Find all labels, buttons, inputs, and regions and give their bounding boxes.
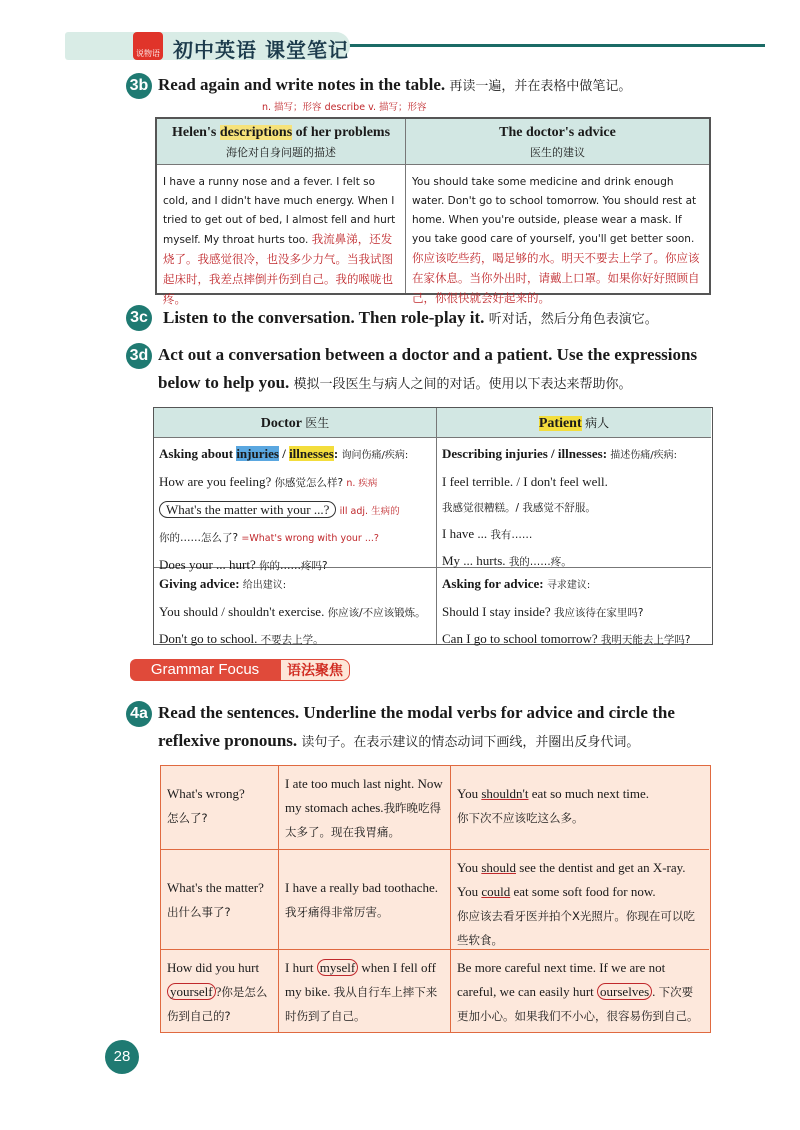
- page-number: 28: [105, 1040, 139, 1074]
- book-logo-icon: 说物语: [133, 32, 163, 60]
- header-rule: [345, 44, 765, 47]
- page-header: [65, 28, 765, 64]
- r3-question: How did you hurt yourself ?你是怎么伤到自己的?: [161, 950, 279, 1032]
- problems-notes: I have a runny nose and a fever. I felt so cold, and I didn't have much energy. When I tried to get out of bed, I almost fell and hurt myself. My throat hurts too. 我流鼻涕，还发烧了。我感觉很冷，也没多少力气。当我试图起床时，我差点摔倒并伤到自己。我的喉咙也疼。: [163, 176, 396, 306]
- header-title: 初中英语 课堂笔记: [173, 38, 349, 62]
- grammar-table: [160, 765, 711, 1033]
- advice-column: [406, 119, 709, 305]
- instruction-4a: Read the sentences. Underline the modal verbs for advice and circle the reflexive pronouns. 读句子。在表示建议的情态动词下画线，并圈出反身代词。: [158, 703, 675, 750]
- r2-question: What's the matter? 出什么事了?: [161, 850, 279, 950]
- r3-advice: Be more careful next time. If we are not careful, we can easily hurt ourselves . 下次要更加小心。如果我们不小心，很容易伤到自己。: [457, 960, 699, 1023]
- task-badge-3d: 3d: [126, 343, 152, 369]
- task-badge-3c: 3c: [126, 305, 152, 331]
- task-badge-4a: 4a: [126, 701, 152, 727]
- task-badge-3b: 3b: [126, 73, 152, 99]
- r2-advice: You should see the dentist and get an X-ray. You could eat some soft food for now. 你应该去看牙医并拍个X光照片。你现在可以吃些软食。: [451, 850, 709, 950]
- r2-answer: I have a really bad toothache. 我牙痛得非常厉害。: [279, 850, 451, 950]
- grammar-focus-label: Grammar Focus: [130, 659, 280, 681]
- problems-header: Helen's descriptions of her problems 海伦对自身问题的描述: [157, 119, 405, 165]
- annotation-descriptions: n. 描写；形容 describe v. 描写；形容: [262, 102, 427, 113]
- doctor-header: Doctor 医生: [154, 408, 437, 438]
- grammar-focus-label-cn: 语法聚焦: [280, 659, 350, 681]
- advice-notes: You should take some medicine and drink enough water. Don't go to school tomorrow. You should rest at home. When you're outside, please wear a mask. If you take good care of yourself, you'll get better soon. 你应该吃些药，喝足够的水。明天不要去上学了。你应该在家休息。当你外出时，请戴上口罩。如果你好好照顾自己，你很快就会好起来的。: [412, 176, 700, 305]
- problems-column: [157, 119, 406, 306]
- patient-describing-cell: Describing injuries / illnesses: 描述伤痛/疾病: I feel terrible. / I don't feel well. 我感觉很糟糕。/ 我感觉不舒服。 I have ... 我有…… My ... hurts. 我的……疼。: [437, 438, 711, 568]
- notes-table: [155, 117, 711, 306]
- expressions-table: [153, 407, 713, 645]
- instruction-3c: Listen to the conversation. Then role-play it. 听对话，然后分角色表演它。: [163, 308, 658, 327]
- advice-header: The doctor's advice 医生的建议: [406, 119, 709, 165]
- doctor-advice-cell: Giving advice: 给出建议: You should / shouldn't exercise. 你应该/不应该锻炼。 Don't go to school. 不要去上学。: [154, 568, 437, 644]
- r1-advice: You shouldn't eat so much next time. 你下次不应该吃这么多。: [451, 766, 709, 850]
- patient-advice-cell: Asking for advice: 寻求建议: Should I stay inside? 我应该待在家里吗? Can I go to school tomorrow? 我明天能去上学吗?: [442, 576, 691, 646]
- r1-question: What's wrong? 怎么了?: [161, 766, 279, 850]
- doctor-asking-cell: Asking about injuries / illnesses: 询问伤痛/疾病: How are you feeling? 你感觉怎么样? n. 疾病 What's the matter with your ...? ill adj. 生病的 你的……怎么了? =What's wrong with your ...? Does your ... hurt? 你的……疼吗?: [154, 438, 437, 568]
- r1-answer: I ate too much last night. Now my stomach aches.我昨晚吃得太多了。现在我胃痛。: [279, 766, 451, 850]
- instruction-3d: Act out a conversation between a doctor and a patient. Use the expressions below to help you. 模拟一段医生与病人之间的对话。使用以下表达来帮助你。: [158, 345, 698, 392]
- r3-answer: I hurt myself when I fell off my bike. 我从自行车上摔下来时伤到了自己。: [279, 950, 451, 1032]
- instruction-3b: Read again and write notes in the table. 再读一遍，并在表格中做笔记。: [158, 75, 632, 94]
- patient-header: Patient 病人: [437, 408, 711, 438]
